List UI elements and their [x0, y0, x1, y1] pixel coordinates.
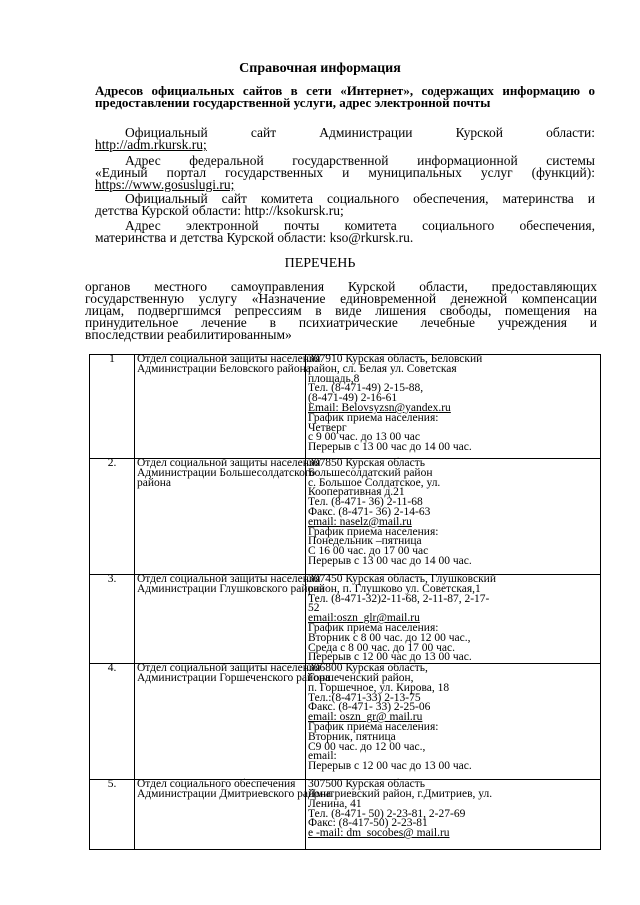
contact-info-line: 52	[308, 602, 320, 615]
row-number: 4.	[90, 664, 135, 780]
contact-info-line: Тел. (8-471- 36) 2-11-68	[308, 496, 423, 509]
contact-info-line: График приема населения:	[308, 720, 439, 733]
contact-info-line: Перерыв с 12 00 час до 13 00 час.	[308, 651, 472, 664]
admin-site-text: Официальный сайт Администрации Курской области:	[125, 125, 595, 140]
org-name-cell	[135, 778, 332, 850]
contact-info-line: Вторник с 8 00 час. до 12 00 час.,	[308, 631, 471, 644]
table-row	[90, 664, 601, 780]
email-line[interactable]: Email: Belovsyzsn@yandex.ru	[308, 401, 451, 414]
org-name-line: Отдел социальной защиты населения	[137, 457, 321, 469]
page-title: Справочная информация	[239, 61, 401, 76]
contact-info-line: Тел.:(8-471-33) 2-13-75	[308, 691, 421, 704]
org-name-cell	[135, 353, 321, 459]
org-name-line: Отдел социальной защиты населения	[137, 353, 321, 365]
contact-info-line: 307450 Курская область, Глушковский	[308, 573, 496, 585]
contact-info-line: Кооперативная д.21	[308, 486, 405, 499]
intro-line: государственную услугу «Назначение единовременной денежной компенсации	[85, 291, 597, 306]
org-name-line: Администрации Беловского района	[137, 362, 311, 375]
contact-info-line: район, сл. Белая ул. Советская	[308, 362, 457, 375]
admin-site-link[interactable]: http://adm.rkursk.ru;	[95, 137, 207, 152]
contact-info-cell	[306, 355, 601, 459]
org-name-line: Администрации Дмитриевского района	[137, 787, 332, 800]
row-number: 3.	[90, 575, 135, 664]
contact-info-line: Факс: (8-417-50) 2-23-81	[308, 817, 428, 830]
org-name-line: Отдел социального обеспечения	[137, 778, 296, 791]
committee-site-link[interactable]: детства Курской области: http://ksokursk.ru;	[95, 203, 344, 218]
contact-info-line: Понедельник –пятница	[308, 535, 422, 548]
email-line[interactable]: e -mail: dm_socobes@ mail.ru	[308, 827, 450, 840]
perechen-title: ПЕРЕЧЕНЬ	[284, 256, 356, 271]
contact-info-line: Горшеченский район,	[308, 671, 414, 684]
contact-info-line: Большесолдатский район	[308, 466, 433, 479]
intro-line: принудительное лечение в психиатрические лечебные учреждения и	[85, 315, 597, 330]
contact-info-cell	[306, 575, 601, 664]
contact-info-line: 306800 Курская область,	[308, 662, 428, 675]
committee-site-text: Официальный сайт комитета социального обеспечения, материнства и	[125, 191, 595, 206]
contact-info-line: График приема населения:	[308, 621, 439, 634]
contact-info-line: С 16 00 час. до 17 00 час	[308, 545, 429, 558]
contact-info-cell	[306, 664, 601, 780]
intro-line: впоследствии реабилитированным»	[85, 327, 292, 342]
gosuslugi-text-2: «Единый портал государственных и муниципальных услуг (функций):	[95, 165, 595, 180]
contact-info-line: Факс. (8-471- 36) 2-14-63	[308, 505, 431, 518]
contact-info-line: Тел. (8-471- 50) 2-23-81, 2-27-69	[308, 807, 466, 820]
contact-info-line: Перерыв с 13 00 час до 14 00 час.	[308, 441, 472, 454]
email-line[interactable]: email: naselz@mail.ru	[308, 515, 412, 528]
org-name-line: Отдел социальной защиты населения	[137, 662, 321, 675]
row-number: 5.	[90, 780, 135, 850]
contact-info-line: с 9 00 час. до 13 00 час	[308, 431, 420, 444]
contact-info-line: График приема населения:	[308, 411, 439, 424]
committee-email-block	[95, 220, 595, 244]
contact-info-line: (8-471-49) 2-16-61	[308, 392, 398, 405]
page-subtitle: Адресов официальных сайтов в сети «Интернет», содержащих информацию о предоставлении государственной услуги, адрес электронной почты	[95, 83, 595, 110]
contact-info-line: Дмитриевский район, г.Дмитриев, ул.	[308, 787, 493, 800]
intro-line: лицам, подвергшимся репрессиям в виде лишения свободы, помещения на	[85, 303, 597, 318]
contact-info-line: Тел. (8-471-49) 2-15-88,	[308, 382, 424, 395]
org-name-line: Администрации Глушковского района	[137, 582, 325, 595]
contact-info-line: Перерыв с 12 00 час до 13 00 час.	[308, 760, 472, 773]
contact-info-line: п. Горшечное, ул. Кирова, 18	[308, 681, 450, 694]
gosuslugi-link[interactable]: https://www.gosuslugi.ru;	[95, 177, 235, 192]
org-name-line: Отдел социальной защиты населения	[137, 573, 321, 585]
contact-info-line: Четверг	[308, 421, 347, 434]
contact-info-line: Перерыв с 13 00 час до 14 00 час.	[308, 554, 472, 567]
gosuslugi-block	[95, 155, 595, 191]
org-name-line: Администрации Горшеченского района	[137, 671, 331, 684]
contact-info-line: Вторник, пятница	[308, 730, 396, 743]
table-row	[90, 459, 601, 575]
contact-info-line: 307850 Курская область	[308, 457, 425, 469]
committee-email-text: Адрес электронной почты комитета социального обеспечения,	[125, 218, 595, 233]
contact-info-line: email:	[308, 750, 337, 763]
contact-info-line: С9 00 час. до 12 00 час.,	[308, 740, 426, 753]
contact-info-line: 307910 Курская область, Беловский	[308, 353, 483, 365]
contact-info-cell	[306, 459, 601, 575]
contact-info-cell	[306, 780, 601, 850]
intro-line: органов местного самоуправления Курской области, предоставляющих	[85, 279, 597, 294]
contact-info-line: Среда с 8 00 час. до 17 00 час.	[308, 641, 456, 654]
contact-info-line: площадь,8	[308, 372, 360, 385]
org-name-line: района	[137, 476, 172, 489]
contact-info-line: Ленина, 41	[308, 797, 362, 810]
committee-site-block	[95, 193, 595, 217]
row-number: 1	[90, 355, 135, 459]
contact-info-line: Факс. (8-471- 33) 2-25-06	[308, 701, 431, 714]
table-row	[90, 575, 601, 664]
org-name-line: Администрации Большесолдатского	[137, 466, 316, 479]
perechen-intro	[85, 281, 597, 341]
offices-table	[89, 354, 601, 850]
email-line[interactable]: email: oszn_gr@ mail.ru	[308, 711, 423, 724]
committee-email-link[interactable]: материнства и детства Курской области: kso@rkursk.ru.	[95, 230, 414, 245]
admin-site-block	[95, 127, 595, 151]
row-number: 2.	[90, 459, 135, 575]
contact-info-line: График приема населения:	[308, 525, 439, 538]
table-row	[90, 780, 601, 850]
org-name-cell	[135, 457, 321, 575]
contact-info-line: с. Большое Солдатское, ул.	[308, 476, 441, 489]
table-row	[90, 355, 601, 459]
contact-info-line: район, п. Глушково ул. Советская,1	[308, 582, 481, 595]
gosuslugi-text-1: Адрес федеральной государственной информационной системы	[125, 153, 595, 168]
contact-info-line: Тел. (8-471-32)2-11-68, 2-11-87, 2-17-	[308, 592, 490, 605]
contact-info-line: 307500 Курская область	[308, 778, 425, 791]
email-line[interactable]: email:oszn_glr@mail.ru	[308, 612, 420, 625]
